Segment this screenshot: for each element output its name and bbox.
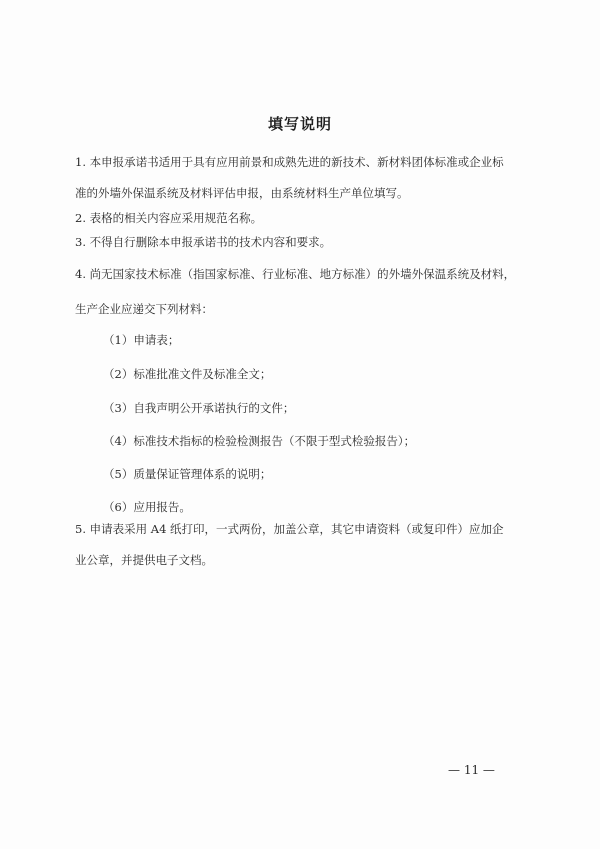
- item-4-line-2: 生产企业应递交下列材料：: [75, 302, 213, 316]
- page-title: 填写说明: [267, 115, 332, 133]
- material-item-2: （2）标准批准文件及标准全文；: [103, 367, 272, 381]
- item-5-line-1: 5. 申请表采用 A4 纸打印，一式两份，加盖公章，其它申请资料（或复印件）应加企: [75, 522, 504, 536]
- material-item-5: （5）质量保证管理体系的说明；: [103, 467, 272, 481]
- item-1-line-2: 准的外墙外保温系统及材料评估申报，由系统材料生产单位填写。: [75, 186, 409, 200]
- item-2: 2. 表格的相关内容应采用规范名称。: [75, 211, 263, 225]
- material-item-6: （6）应用报告。: [103, 500, 191, 514]
- item-1-line-1: 1. 本申报承诺书适用于具有应用前景和成熟先进的新技术、新材料团体标准或企业标: [75, 155, 504, 169]
- item-3: 3. 不得自行删除本申报承诺书的技术内容和要求。: [75, 235, 332, 249]
- item-4-line-1: 4. 尚无国家技术标准（指国家标准、行业标准、地方标准）的外墙外保温系统及材料，: [75, 267, 516, 281]
- material-item-3: （3）自我声明公开承诺执行的文件；: [103, 401, 295, 415]
- page-number: — 11 —: [448, 763, 495, 777]
- material-item-1: （1）申请表；: [103, 333, 180, 347]
- material-item-4: （4）标准技术指标的检验检测报告（不限于型式检验报告）；: [103, 434, 416, 448]
- item-5-line-2: 业公章，并提供电子文档。: [75, 553, 213, 567]
